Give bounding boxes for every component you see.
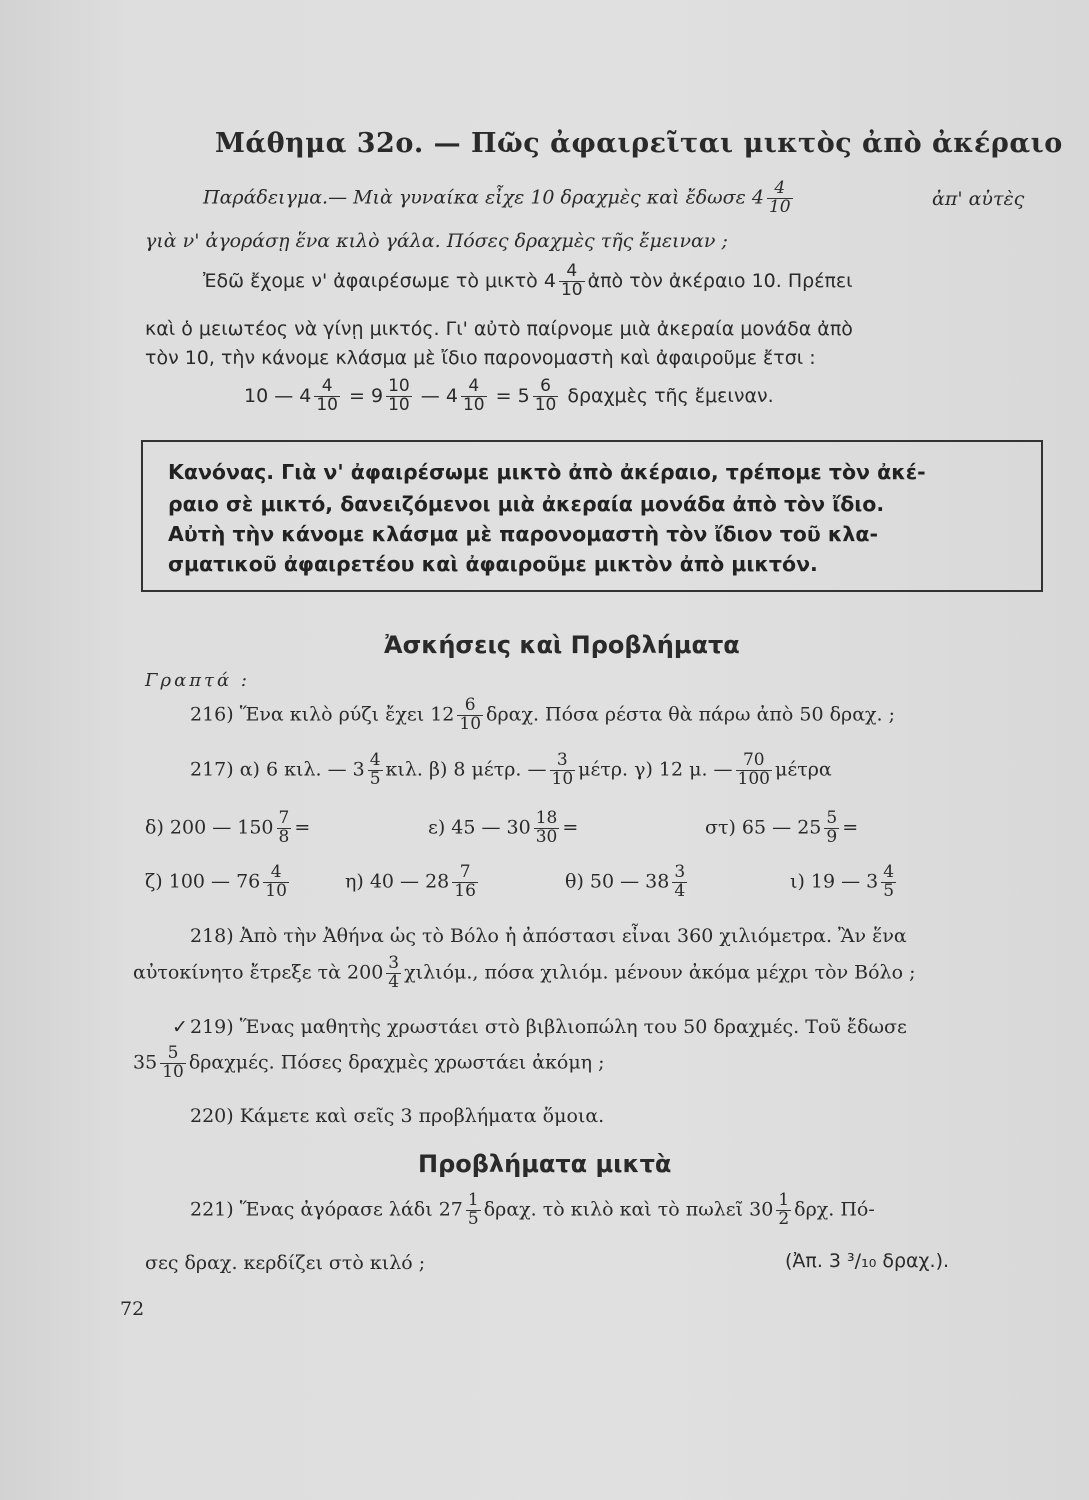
exercise-220: 220) Κάμετε καὶ σεῖς 3 προβλήματα ὅμοια. [190,1105,605,1127]
check-mark: ✓ [172,1016,188,1038]
mixed-problems-heading: Προβλήματα μικτὰ [418,1150,672,1178]
ex216-fraction: $\frac{6}{10}$ [459,695,482,734]
rule-line-2: ραιο σὲ μικτό, δανειζόμενοι μιὰ ἀκεραία μονάδα ἀπὸ τὸν ἴδιο. [168,492,885,516]
page-number: 72 [120,1298,145,1320]
rule-box [141,440,1043,592]
example-line-2: γιὰ ν' ἀγοράσῃ ἕνα κιλὸ γάλα. Πόσες δραχμὲς τῆς ἔμειναν ; [145,230,728,252]
exercise-221-line-1: 221) Ἕνας ἀγόρασε λάδι 27 $\frac{1}{5}$ δραχ. τὸ κιλὸ καὶ τὸ πωλεῖ 30 $\frac{1}{2}$ δρχ. Πό- [190,1190,875,1229]
exercise-218-line-2: αὐτοκίνητο ἔτρεξε τὰ 200 $\frac{3}{4}$ χιλιόμ., πόσα χιλιόμ. μένουν ἀκόμα μέχρι τὸν Βόλο ; [133,953,916,992]
example-label: Παράδειγμα. [203,186,329,209]
exercise-219-line-2: 35 $\frac{5}{10}$ δραχμές. Πόσες δραχμὲς χρωστάει ἀκόμη ; [133,1043,605,1082]
exercise-217-e: ε) 45 — 30 $\frac{18}{30}$ = [428,808,579,847]
exercise-217-d: δ) 200 — 150 $\frac{7}{8}$ = [145,808,311,847]
exercises-heading: Ἀσκήσεις καὶ Προβλήματα [384,631,740,659]
exercise-217-z: ζ) 100 — 76 $\frac{4}{10}$ [145,862,287,901]
exercise-217-i: ι) 19 — 3 $\frac{4}{5}$ [790,862,895,901]
explanation-line-3: τὸν 10, τὴν κάνομε κλάσμα μὲ ἴδιο παρονομαστὴ καὶ ἀφαιροῦμε ἔτσι : [145,347,816,369]
explanation-fraction: $\frac{4}{10}$ [560,261,583,300]
exercise-217-st: στ) 65 — 25 $\frac{5}{9}$ = [705,808,859,847]
exercise-217-h: η) 40 — 28 $\frac{7}{16}$ [345,862,476,901]
example-fraction: $\frac{4}{10}$ [768,178,791,217]
written-label: Γραπτά : [145,670,250,691]
eq-fraction-4: $\frac{6}{10}$ [534,376,557,415]
exercise-216: 216) Ἕνα κιλὸ ρύζι ἔχει 12 $\frac{6}{10}$ δραχ. Πόσα ρέστα θὰ πάρω ἀπὸ 50 δραχ. ; [190,695,896,734]
example-line-1-end: ἀπ' αὐτὲς [932,188,1025,210]
eq-fraction-1: $\frac{4}{10}$ [316,376,338,415]
exercise-221-line-2: σες δραχ. κερδίζει στὸ κιλό ; [145,1252,426,1274]
worked-equation: 10 — 4 $\frac{4}{10}$ = 9 $\frac{10}{10}$ — 4 $\frac{4}{10}$ = 5 $\frac{6}{10}$ δραχμὲς τῆς ἔμειναν. [244,376,774,415]
rule-line-4: σματικοῦ ἀφαιρετέου καὶ ἀφαιροῦμε μικτὸν ἀπὸ μικτόν. [168,552,818,576]
eq-fraction-3: $\frac{4}{10}$ [462,376,485,415]
explanation-line-2: καὶ ὁ μειωτέος νὰ γίνῃ μικτός. Γι' αὐτὸ παίρνομε μιὰ ἀκεραία μονάδα ἀπὸ [145,318,853,340]
rule-line-1: Κανόνας. Γιὰ ν' ἀφαιρέσωμε μικτὸ ἀπὸ ἀκέραιο, τρέπομε τὸν ἀκέ- [168,460,926,484]
exercise-217: 217) α) 6 κιλ. — 3 $\frac{4}{5}$ κιλ. β) 8 μέτρ. — $\frac{3}{10}$ μέτρ. γ) 12 μ. — $\frac{70}{100}$ μέτρα [190,750,832,789]
eq-fraction-2: $\frac{10}{10}$ [388,376,410,415]
answer-221: (Ἀπ. 3 ³/₁₀ δραχ.). [785,1250,950,1272]
lesson-title: Μάθημα 32ο. — Πῶς ἀφαιρεῖται μικτὸς ἀπὸ ἀκέραιο [215,128,1063,159]
explanation-line-1: Ἐδῶ ἔχομε ν' ἀφαιρέσωμε τὸ μικτὸ 4 $\frac{4}{10}$ ἀπὸ τὸν ἀκέραιο 10. Πρέπει [203,261,853,300]
rule-line-3: Αὐτὴ τὴν κάνομε κλάσμα μὲ παρονομαστὴ τὸν ἴδιον τοῦ κλα- [168,522,878,546]
exercise-219-line-1: 219) Ἕνας μαθητὴς χρωστάει στὸ βιβλιοπώλη του 50 δραχμές. Τοῦ ἔδωσε [190,1016,907,1038]
exercise-217-th: θ) 50 — 38 $\frac{3}{4}$ [565,862,686,901]
example-line-1 [203,180,796,217]
example-text: — Μιὰ γυναίκα εἶχε 10 δραχμὲς καὶ ἔδωσε 4 [328,186,764,209]
exercise-218-line-1: 218) Ἀπὸ τὴν Ἀθήνα ὡς τὸ Βόλο ἡ ἀπόστασι εἶναι 360 χιλιόμετρα. Ἂν ἕνα [190,925,907,947]
